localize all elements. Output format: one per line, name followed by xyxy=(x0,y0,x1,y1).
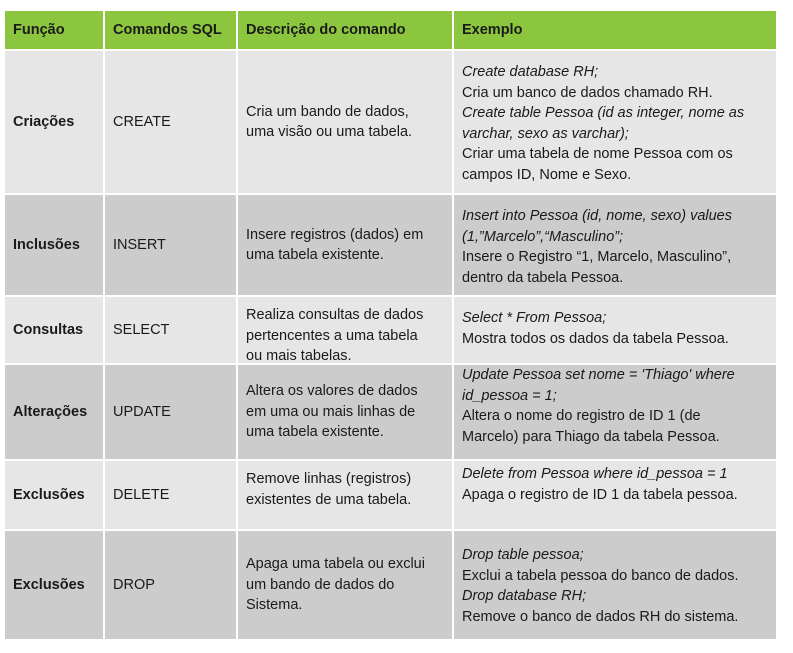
header-comandos-sql: Comandos SQL xyxy=(105,11,238,49)
cell-exemplo xyxy=(454,297,776,363)
descricao-line: existentes de uma tabela. xyxy=(246,491,412,508)
example-code-line: Update Pessoa set nome = 'Thiago' where xyxy=(462,367,735,383)
table-row xyxy=(5,365,776,461)
descricao-line: Cria um bando de dados, xyxy=(246,103,409,120)
cell-descricao xyxy=(238,365,454,459)
cell-comando: DELETE xyxy=(105,461,238,529)
table-row xyxy=(5,531,776,641)
descricao-line: Realiza consultas de dados xyxy=(246,307,424,323)
example-code-line: (1,”Marcelo”,“Masculino”; xyxy=(462,228,624,245)
cell-funcao: Alterações xyxy=(5,365,105,459)
cell-comando: INSERT xyxy=(105,195,238,295)
table-row xyxy=(5,51,776,195)
example-code-line: Drop database RH; xyxy=(462,588,587,604)
cell-funcao: Exclusões xyxy=(5,461,105,529)
cell-exemplo xyxy=(454,195,776,295)
table-row xyxy=(5,297,776,365)
example-text-line: Apaga o registro de ID 1 da tabela pessoa. xyxy=(462,486,738,503)
cell-descricao xyxy=(238,297,454,363)
cell-funcao: Exclusões xyxy=(5,531,105,639)
cell-exemplo xyxy=(454,531,776,639)
example-text-line: Altera o nome do registro de ID 1 (de xyxy=(462,408,701,424)
header-exemplo: Exemplo xyxy=(462,21,523,38)
example-code-line: id_pessoa = 1; xyxy=(462,387,557,404)
example-text-line: campos ID, Nome e Sexo. xyxy=(462,166,632,183)
cell-funcao: Inclusões xyxy=(5,195,105,295)
sql-commands-table xyxy=(5,11,776,641)
cell-descricao xyxy=(238,51,454,193)
cell-funcao: Criações xyxy=(5,51,105,193)
table-row xyxy=(5,461,776,531)
cell-exemplo xyxy=(454,461,776,529)
example-text-line: dentro da tabela Pessoa. xyxy=(462,269,624,286)
cell-comando: UPDATE xyxy=(105,365,238,459)
header-funcao: Função xyxy=(5,11,105,49)
cell-comando: SELECT xyxy=(105,297,238,363)
table-row xyxy=(5,195,776,297)
example-code-line: Select * From Pessoa; xyxy=(462,310,607,326)
example-text-line: Criar uma tabela de nome Pessoa com os xyxy=(462,146,733,162)
descricao-line: Altera os valores de dados xyxy=(246,383,418,400)
cell-comando: DROP xyxy=(105,531,238,639)
cell-exemplo xyxy=(454,51,776,193)
cell-descricao xyxy=(238,461,454,529)
descricao-line: um bando de dados do xyxy=(246,576,395,593)
example-code-line: Delete from Pessoa where id_pessoa = 1 xyxy=(462,466,728,482)
cell-descricao xyxy=(238,531,454,639)
example-text-line: Exclui a tabela pessoa do banco de dados. xyxy=(462,567,739,584)
descricao-line: ou mais tabelas. xyxy=(246,348,352,364)
descricao-line: uma visão ou uma tabela. xyxy=(246,124,413,140)
descricao-line: Insere registros (dados) em xyxy=(246,226,424,243)
cell-comando: CREATE xyxy=(105,51,238,193)
descricao-line: uma tabela existente. xyxy=(246,247,384,263)
example-text-line: Cria um banco de dados chamado RH. xyxy=(462,84,713,101)
example-text-line: Insere o Registro “1, Marcelo, Masculino”, xyxy=(462,249,732,265)
descricao-line: em uma ou mais linhas de xyxy=(246,403,416,420)
header-descricao: Descrição do comando xyxy=(238,11,454,49)
example-text-line: Remove o banco de dados RH do sistema. xyxy=(462,608,739,625)
example-code-line: Create database RH; xyxy=(462,64,599,80)
example-text-line: Mostra todos os dados da tabela Pessoa. xyxy=(462,330,729,347)
example-code-line: Drop table pessoa; xyxy=(462,547,584,563)
cell-descricao xyxy=(238,195,454,295)
descricao-line: uma tabela existente. xyxy=(246,424,384,441)
example-code-line: Create table Pessoa (id as integer, nome as xyxy=(462,105,745,121)
descricao-line: Sistema. xyxy=(246,597,303,614)
example-text-line: Marcelo) para Thiago da tabela Pessoa. xyxy=(462,428,720,445)
descricao-line: pertencentes a uma tabela xyxy=(246,327,418,344)
cell-funcao: Consultas xyxy=(5,297,105,363)
cell-exemplo xyxy=(454,365,776,459)
descricao-line: Remove linhas (registros) xyxy=(246,471,412,487)
table-header-row xyxy=(5,11,776,51)
example-code-line: Insert into Pessoa (id, nome, sexo) values xyxy=(462,208,732,224)
example-code-line: varchar, sexo as varchar); xyxy=(462,125,629,142)
descricao-line: Apaga uma tabela ou exclui xyxy=(246,556,425,573)
